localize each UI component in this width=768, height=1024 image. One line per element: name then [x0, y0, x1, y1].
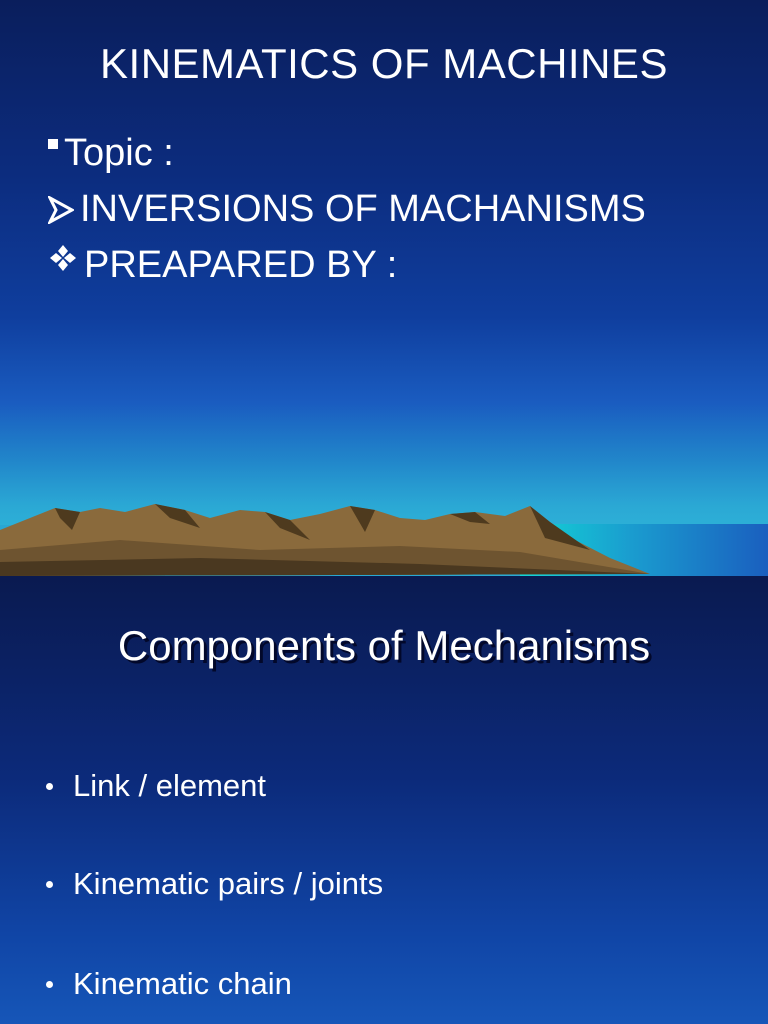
list-item: [46, 866, 383, 902]
bullet-topic: [48, 132, 174, 175]
list-item: [46, 768, 266, 804]
bullet-dot-icon: [46, 783, 53, 790]
slide-components: [0, 576, 768, 1024]
four-diamonds-bullet-icon: [48, 243, 78, 273]
bullet-prepared-by: [48, 244, 397, 287]
bullet-inversions: [48, 188, 646, 231]
list-item-text: Kinematic pairs / joints: [73, 866, 384, 901]
slide-title: Components of Mechanisms: [117, 622, 651, 669]
bullet-text: Topic :: [64, 132, 174, 174]
square-bullet-icon: [48, 139, 58, 149]
bullet-dot-icon: [46, 881, 53, 888]
slide-title: KINEMATICS OF MACHINES: [100, 40, 668, 87]
list-item: [46, 966, 292, 1002]
list-item-text: Link / element: [73, 768, 266, 803]
list-item-text: Kinematic chain: [73, 966, 292, 1001]
bullet-text: PREAPARED BY :: [84, 244, 398, 286]
mountain-landscape-image: [0, 400, 768, 576]
arrowhead-bullet-icon: [48, 196, 74, 224]
bullet-text: INVERSIONS OF MACHANISMS: [80, 188, 646, 230]
bullet-dot-icon: [46, 981, 53, 988]
